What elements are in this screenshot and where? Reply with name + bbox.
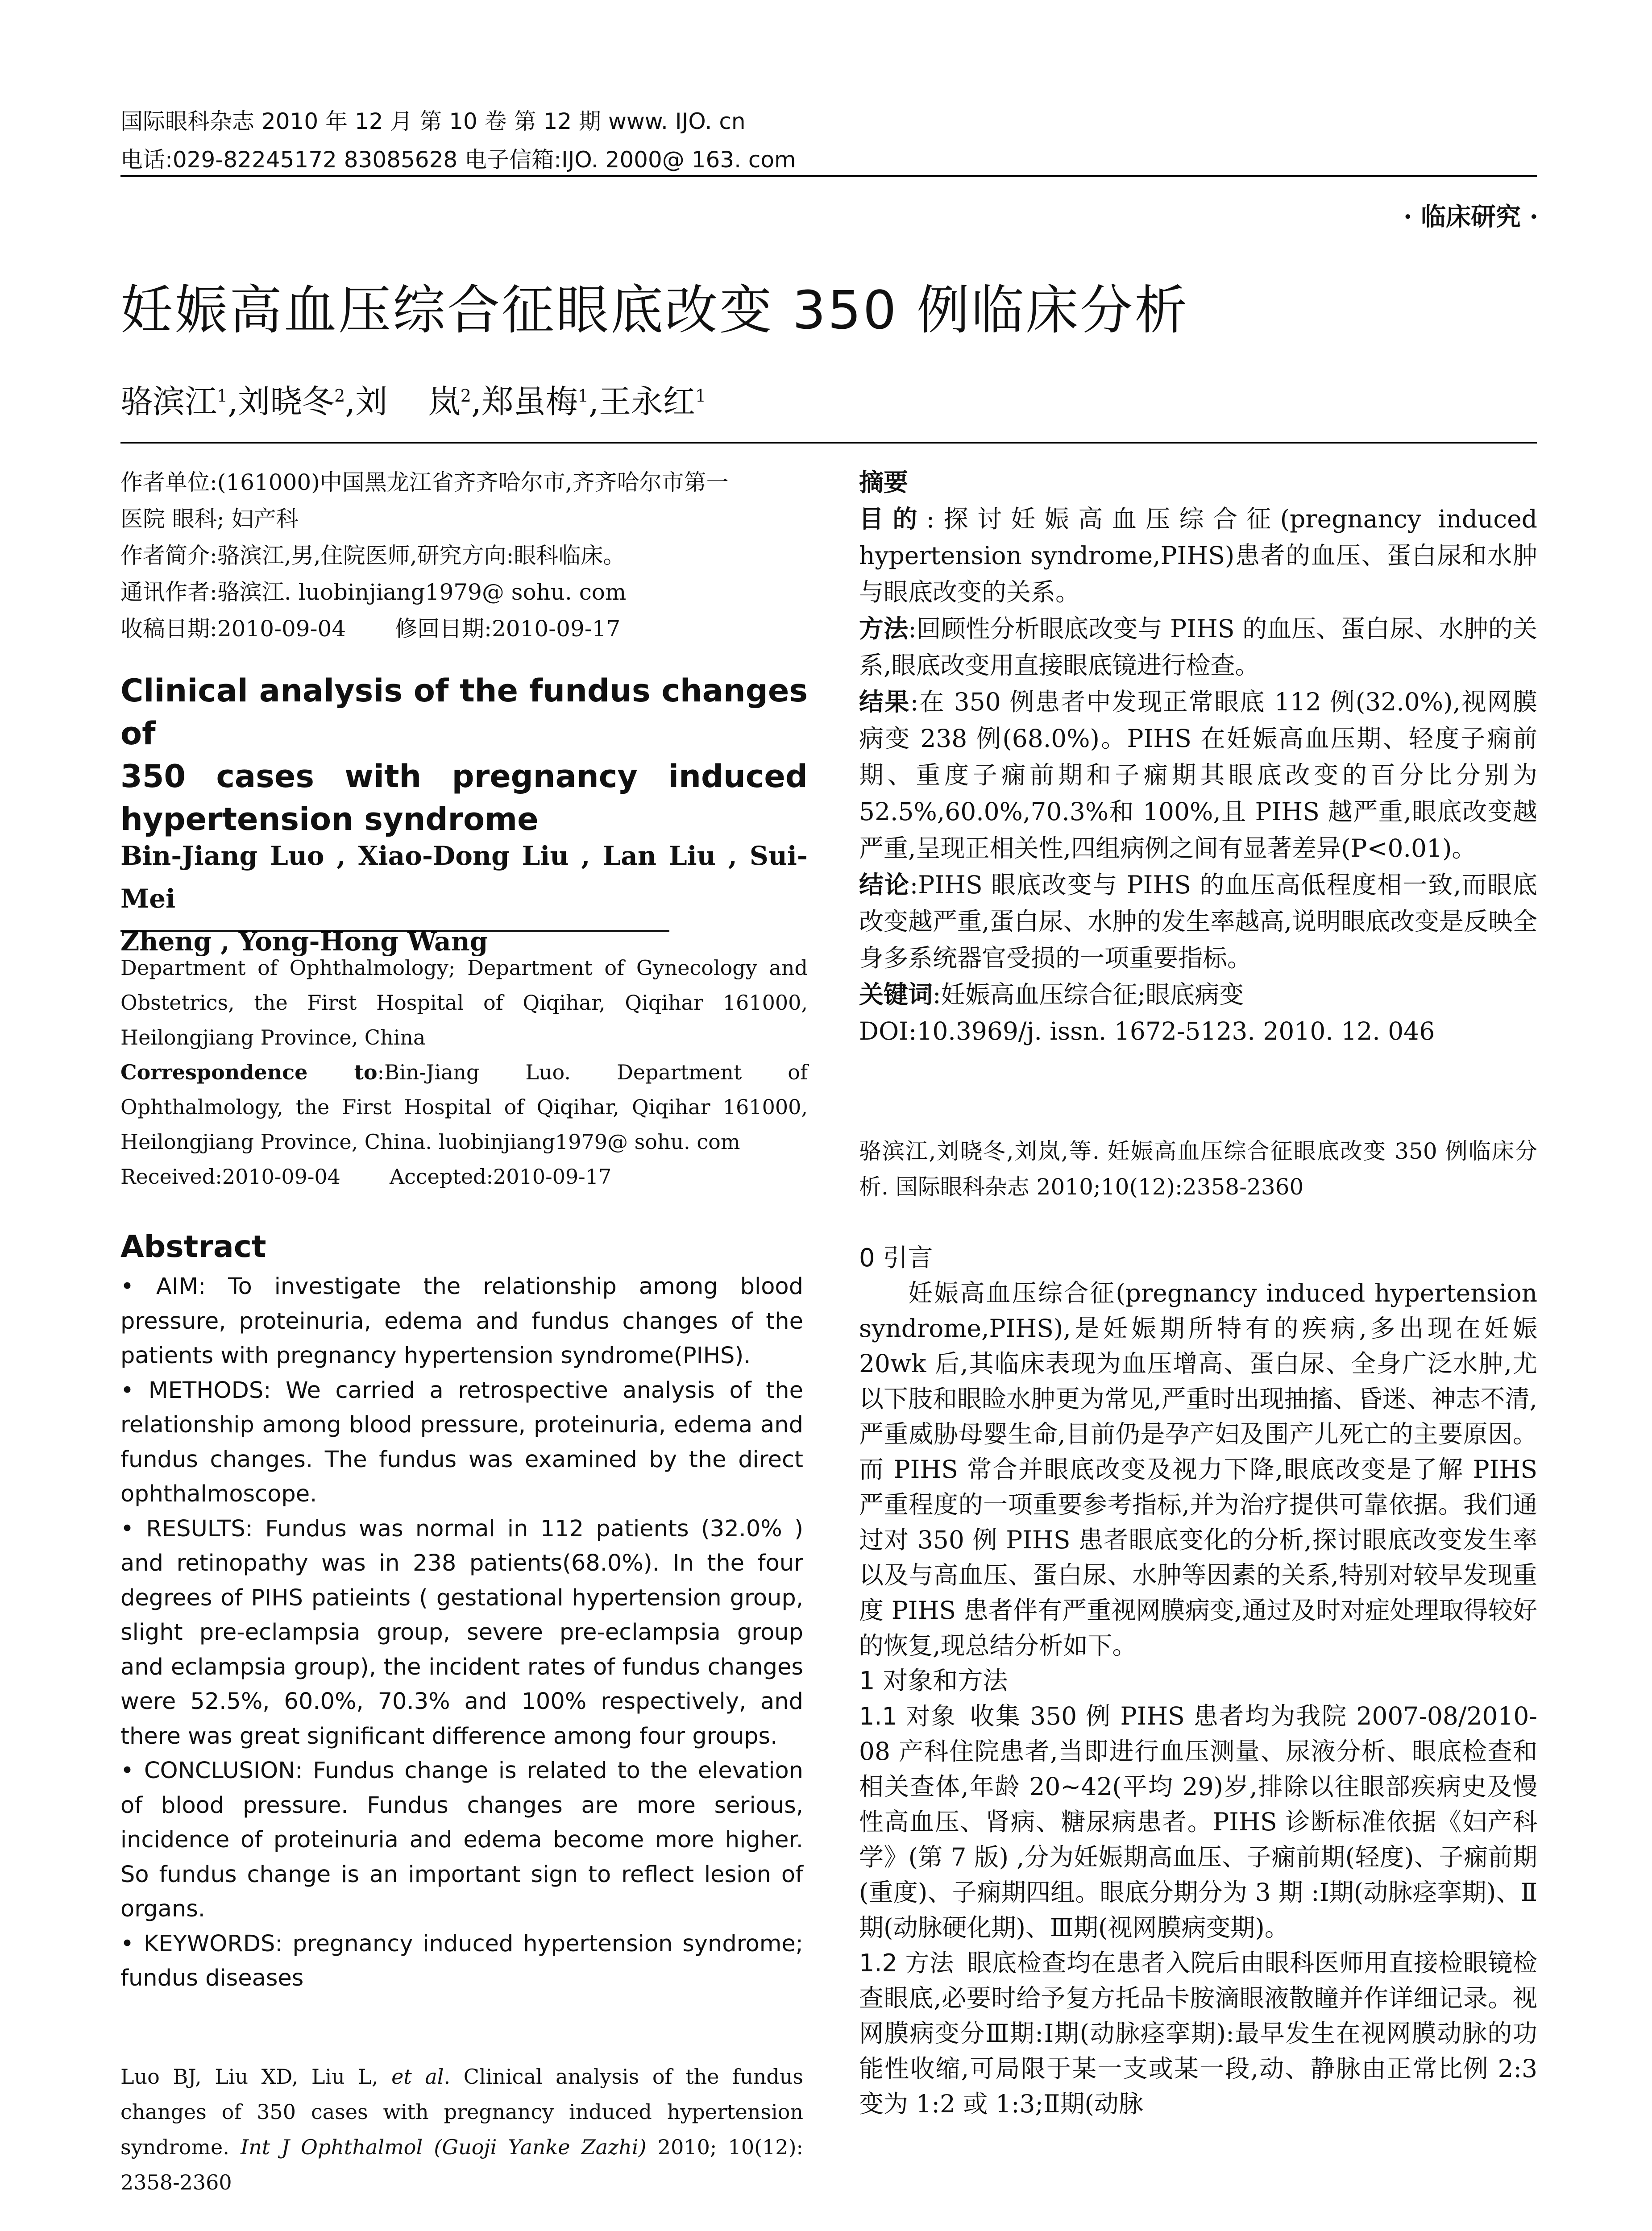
zh-results-label: 结果 (859, 688, 910, 716)
citation-zh-text: 骆滨江,刘晓冬,刘岚,等. 妊娠高血压综合征眼底改变 350 例临床分析. 国际眼科杂志 2010;10(12):2358-2360 (859, 1138, 1537, 1200)
intro-heading: 0 引言 (859, 1244, 933, 1273)
zh-methods-label: 方法 (859, 614, 909, 643)
author-sup: 2 (334, 386, 345, 406)
author-name: 郑虽梅 (481, 383, 578, 420)
section-tag: · 临床研究 · (1403, 202, 1538, 232)
zh-results: :在 350 例患者中发现正常眼底 112 例(32.0%),视网膜病变 238 例(68.0%)。PIHS 在妊娠高血压期、轻度子痫前期、重度子痫前期和子痫期其眼底改变的百分比分别为 52.5%,60.0%,70.3%和 100%,且 PIHS 越严重,眼底改变越严重,呈现正相关性,四组病例之间有显著差异(P<0.01)。 (859, 688, 1537, 863)
doi: DOI:10.3969/j. issn. 1672-5123. 2010. 12. 046 (859, 1017, 1435, 1045)
journal-header-line2: 电话:029-82245172 83085628 电子信箱:IJO. 2000@ 163. com (120, 147, 796, 173)
english-authors-line2: Zheng , Yong-Hong Wang (120, 926, 488, 957)
correspondence-en: :Bin-Jiang Luo. Department of Ophthalmology, the First Hospital of Qiqihar, Qiqihar 161000, Heilongjiang Province, China. luobinjiang1979@ sohu. com (120, 1060, 808, 1154)
zh-abstract-heading: 摘要 (859, 468, 909, 497)
subsection-1-2: 眼底检查均在患者入院后由眼科医师用直接检眼镜检查眼底,必要时给予复方托品卡胺滴眼液散瞳并作详细记录。视网膜病变分Ⅲ期:Ⅰ期(动脉痉挛期):最早发生在视网膜动脉的功能性收缩,可局限于某一支或某一段,动、静脉由正常比例 2:3 变为 1:2 或 1:3;Ⅱ期(动脉 (859, 1949, 1537, 2118)
citation-en-authors: Luo BJ, Liu XD, Liu L, (120, 2065, 392, 2089)
author-name: 王永红 (598, 383, 695, 420)
zh-conclusion: :PIHS 眼底改变与 PIHS 的血压高低程度相一致,而眼底改变越严重,蛋白尿、水肿的发生率越高,说明眼底改变是反映全身多系统器官受损的一项重要指标。 (859, 871, 1537, 972)
citation-en-journal: Int J Ophthalmol (Guoji Yanke Zazhi) (241, 2135, 647, 2159)
author-name: 刘 岚 (355, 383, 461, 420)
zh-abstract (859, 464, 1537, 1049)
author-sup: 1 (217, 386, 228, 406)
zh-conclusion-label: 结论 (859, 871, 910, 899)
page-title: 妊娠高血压综合征眼底改变 350 例临床分析 (120, 279, 1189, 341)
citation-zh (859, 1133, 1537, 1205)
abstract-body (120, 1269, 803, 1996)
abstract-heading: Abstract (120, 1229, 266, 1265)
affiliation-unit-line1: 作者单位:(161000)中国黑龙江省齐齐哈尔市,齐齐哈尔市第一 (120, 469, 729, 495)
english-affiliation-rule (120, 930, 669, 932)
author-list: 骆滨江$^1$,刘晓冬$^2$,刘 岚$^2$,郑虽梅$^1$,王永红$^1$ (120, 383, 706, 420)
author-name: 刘晓冬 (238, 383, 335, 420)
received-date-en: Received:2010-09-04 (120, 1165, 340, 1189)
abstract-conclusion: • CONCLUSION: Fundus change is related to the elevation of blood pressure. Fundus changes are more serious, incidence of proteinuria and edema become more higher. So fundus change is an important sign to reflect lesion of organs. (120, 1758, 803, 1922)
english-authors (120, 834, 808, 963)
citation-en-volume: 2010; 10(12): 2358-2360 (120, 2135, 804, 2194)
zh-keywords: :妊娠高血压综合征;眼底病变 (933, 980, 1244, 1009)
english-title-line2: 350 cases with pregnancy induced (120, 758, 808, 795)
english-affiliation (120, 950, 808, 1194)
author-bio: 作者简介:骆滨江,男,住院医师,研究方向:眼科临床。 (120, 543, 626, 568)
zh-aim-label: 目的 (859, 505, 926, 533)
english-affiliation-text: Department of Ophthalmology; Department of Gynecology and Obstetrics, the First Hospital of Qiqihar, Qiqihar 161000, Heilongjiang Province, China (120, 956, 808, 1049)
intro-paragraph: 妊娠高血压综合征(pregnancy induced hypertension syndrome,PIHS),是妊娠期所特有的疾病,多出现在妊娠20wk 后,其临床表现为血压增高、蛋白尿、全身广泛水肿,尤以下肢和眼睑水肿更为常见,严重时出现抽搐、昏迷、神志不清,严重威胁母婴生命,目前仍是孕产妇及围产儿死亡的主要原因。而 PIHS 常合并眼底改变及视力下降,眼底改变是了解 PIHS 严重程度的一项重要参考指标,并为治疗提供可靠依据。我们通过对 350 例 PIHS 患者眼底变化的分析,探讨眼底改变发生率以及与高血压、蛋白尿、水肿等因素的关系,特别对较早发现重度 PIHS 患者伴有严重视网膜病变,通过及时对症处理取得较好的恢复,现总结分析如下。 (859, 1279, 1537, 1660)
author-sup: 1 (577, 386, 589, 406)
body-text (859, 1240, 1537, 2122)
revised-date-zh: 修回日期:2010-09-17 (395, 616, 621, 642)
zh-aim: :探讨妊娠高血压综合征(pregnancy induced hypertension syndrome,PIHS)患者的血压、蛋白尿和水肿与眼底改变的关系。 (859, 505, 1537, 606)
english-authors-line1: Bin-Jiang Luo , Xiao-Dong Liu , Lan Liu , Sui-Mei (120, 841, 808, 914)
title-rule (120, 442, 1537, 444)
zh-keywords-label: 关键词 (859, 980, 933, 1009)
citation-en-title: . Clinical analysis of the fundus changes of 350 cases with pregnancy induced hypertension syndrome. (120, 2065, 804, 2159)
journal-header-line1: 国际眼科杂志 2010 年 12 月 第 10 卷 第 12 期 www. IJO. cn (120, 108, 746, 134)
abstract-keywords: • KEYWORDS: pregnancy induced hypertension syndrome; fundus diseases (120, 1930, 803, 1991)
affiliation-unit-line2: 医院 眼科; 妇产科 (120, 506, 299, 532)
citation-en-etal: et al (391, 2065, 444, 2089)
received-date-zh: 收稿日期:2010-09-04 (120, 616, 346, 642)
english-title-line3: hypertension syndrome (120, 801, 539, 838)
english-title-line1: Clinical analysis of the fundus changes of (120, 672, 808, 752)
citation-en (120, 2059, 803, 2200)
author-sup: 1 (695, 386, 706, 406)
author-name: 骆滨江 (120, 383, 217, 420)
english-title (120, 669, 808, 841)
subsection-1-2-label: 1.2 方法 (859, 1949, 954, 1977)
header-rule (120, 175, 1537, 177)
abstract-aim: • AIM: To investigate the relationship among blood pressure, proteinuria, edema and fundus changes of the patients with pregnancy hypertension syndrome(PIHS). (120, 1273, 803, 1369)
subsection-1-1-label: 1.1 对象 (859, 1702, 957, 1730)
abstract-methods: • METHODS: We carried a retrospective analysis of the relationship among blood pressure, proteinuria, edema and fundus changes. The fundus was examined by the direct ophthalmoscope. (120, 1377, 803, 1507)
correspondence-zh: 通讯作者:骆滨江. luobinjiang1979@ sohu. com (120, 579, 627, 605)
correspondence-label: Correspondence to (120, 1060, 378, 1084)
accepted-date-en: Accepted:2010-09-17 (389, 1165, 612, 1189)
abstract-results: • RESULTS: Fundus was normal in 112 patients (32.0% ) and retinopathy was in 238 patients(68.0%). In the four degrees of PIHS patieints ( gestational hypertension group, slight pre-eclampsia group, severe pre-eclampsia group and eclampsia group), the incident rates of fundus changes were 52.5%, 60.0%, 70.3% and 100% respectively, and there was great significant difference among four groups. (120, 1515, 803, 1750)
zh-methods: :回顾性分析眼底改变与 PIHS 的血压、蛋白尿、水肿的关系,眼底改变用直接眼底镜进行检查。 (859, 614, 1537, 680)
subsection-1-1: 收集 350 例 PIHS 患者均为我院 2007-08/2010-08 产科住院患者,当即进行血压测量、尿液分析、眼底检查和相关查体,年龄 20~42(平均 29)岁,排除以往眼部疾病史及慢性高血压、肾病、糖尿病患者。PIHS 诊断标准依据《妇产科学》(第 7 版) ,分为妊娠期高血压、子痫前期(轻度)、子痫前期(重度)、子痫期四组。眼底分期分为 3 期 :Ⅰ期(动脉痉挛期)、Ⅱ期(动脉硬化期)、Ⅲ期(视网膜病变期)。 (859, 1702, 1537, 1942)
methods-heading: 1 对象和方法 (859, 1667, 1008, 1696)
affiliation-block (120, 464, 808, 647)
author-sup: 2 (460, 386, 471, 406)
